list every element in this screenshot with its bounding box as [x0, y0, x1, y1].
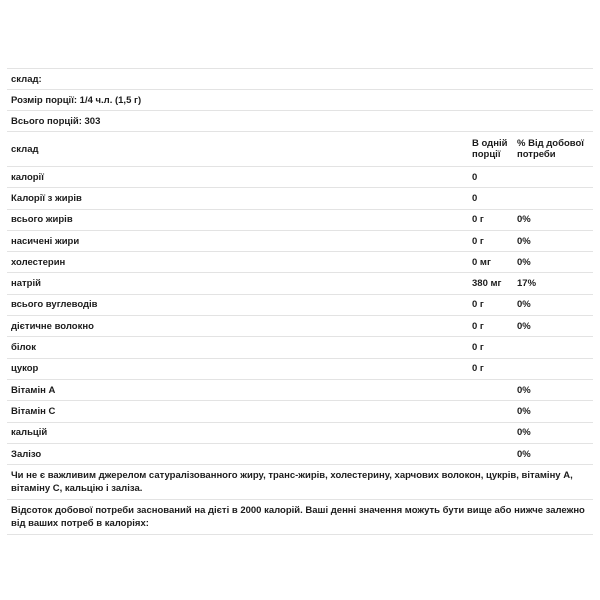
- nutrient-amount: 380 мг: [472, 278, 502, 290]
- nutrient-name: Калорії з жирів: [11, 192, 82, 204]
- table-header-row: [7, 131, 593, 166]
- table-row: [7, 166, 593, 187]
- footnote-sources-text: Чи не є важливим джерелом сатуралізованного жиру, транс-жирів, холестерину, харчових волокон, цукрів, вітаміну А, вітаміну С, кальцію і заліза.: [11, 470, 573, 495]
- column-header-amount: В одній порції: [472, 138, 508, 160]
- nutrient-name: холестерин: [11, 256, 66, 268]
- table-row: [7, 400, 593, 421]
- nutrient-name: цукор: [11, 363, 39, 375]
- nutrient-daily-value: 0%: [517, 299, 531, 311]
- table-row: [7, 315, 593, 336]
- table-row: [7, 272, 593, 293]
- footnote-daily-values: [7, 499, 593, 535]
- section-title-label: склад:: [11, 73, 42, 85]
- footnote-daily-values-text: Відсоток добової потреби заснований на дієті в 2000 калорій. Ваші денні значення можуть бути вище або нижче залежно від ваших потреб в калоріях:: [11, 505, 585, 530]
- servings-total-row: [7, 110, 593, 131]
- nutrient-name: Залізо: [11, 448, 42, 460]
- nutrient-amount: 0 г: [472, 342, 484, 354]
- nutrient-amount: 0 г: [472, 299, 484, 311]
- table-row: [7, 230, 593, 251]
- table-row: [7, 251, 593, 272]
- nutrient-amount: 0: [472, 171, 478, 183]
- nutrient-name: всього вуглеводів: [11, 299, 98, 311]
- nutrient-name: натрій: [11, 278, 41, 290]
- nutrient-daily-value: 0%: [517, 427, 531, 439]
- footnote-sources: [7, 464, 593, 499]
- nutrient-amount: 0 г: [472, 363, 484, 375]
- serving-size-row: [7, 89, 593, 110]
- nutrition-facts-table: [7, 68, 593, 535]
- column-header-daily-value: % Від добової потреби: [517, 138, 584, 160]
- nutrient-name: калорії: [11, 171, 44, 183]
- table-row: [7, 443, 593, 464]
- nutrient-daily-value: 0%: [517, 320, 531, 332]
- table-row: [7, 187, 593, 208]
- nutrient-daily-value: 0%: [517, 214, 531, 226]
- nutrient-name: білок: [11, 342, 36, 354]
- nutrient-name: дієтичне волокно: [11, 320, 94, 332]
- nutrient-daily-value: 0%: [517, 256, 531, 268]
- nutrient-amount: 0 г: [472, 320, 484, 332]
- table-row: [7, 336, 593, 357]
- nutrient-name: кальцій: [11, 427, 48, 439]
- servings-total-label: Всього порцій: 303: [11, 115, 101, 127]
- nutrient-name: Вітамін А: [11, 384, 56, 396]
- nutrient-daily-value: 0%: [517, 448, 531, 460]
- section-title: [7, 68, 593, 89]
- nutrient-daily-value: 0%: [517, 384, 531, 396]
- table-row: [7, 379, 593, 400]
- nutrient-name: насичені жири: [11, 235, 80, 247]
- table-row: [7, 209, 593, 230]
- nutrient-amount: 0 г: [472, 214, 484, 226]
- column-header-name: склад: [11, 143, 39, 155]
- nutrient-amount: 0 мг: [472, 256, 491, 268]
- table-row: [7, 294, 593, 315]
- nutrient-name: всього жирів: [11, 214, 73, 226]
- nutrient-amount: 0 г: [472, 235, 484, 247]
- table-body: [7, 166, 593, 464]
- nutrient-daily-value: 0%: [517, 235, 531, 247]
- nutrient-name: Вітамін С: [11, 405, 56, 417]
- serving-size-label: Розмір порції: 1/4 ч.л. (1,5 г): [11, 94, 142, 106]
- nutrient-amount: 0: [472, 192, 478, 204]
- nutrient-daily-value: 0%: [517, 405, 531, 417]
- nutrient-daily-value: 17%: [517, 278, 537, 290]
- table-row: [7, 422, 593, 443]
- table-row: [7, 358, 593, 379]
